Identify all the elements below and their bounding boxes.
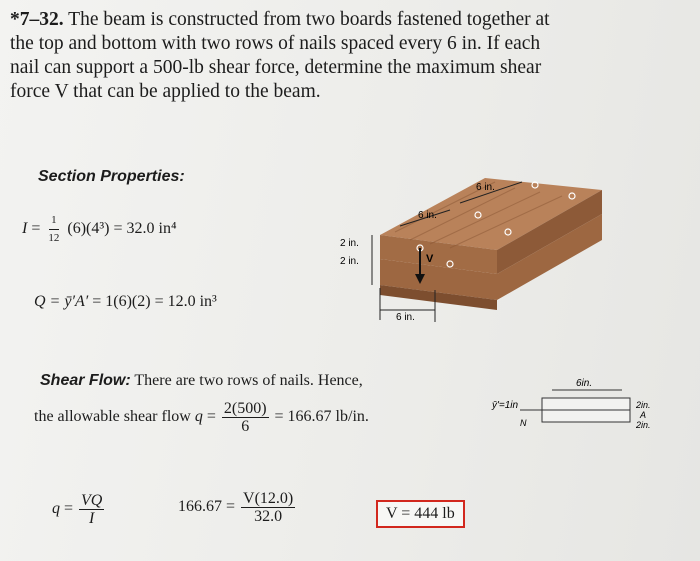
shear-flow-text: There are two rows of nails. Hence,	[134, 372, 363, 389]
cross-section-sketch	[490, 378, 695, 448]
shear-flow-heading: Shear Flow:	[40, 372, 131, 389]
dim-label-2in-a: 2 in.	[340, 238, 359, 249]
dim-label-6in-top: 6 in.	[476, 182, 495, 193]
beam-figure	[300, 160, 620, 330]
Q-expression: Q = ȳ′A′	[34, 293, 89, 310]
q-fraction: $\frac{2(500)}{6}$	[223, 400, 267, 435]
first-moment-equation: Q = ȳ′A′ = 1(6)(2) = 12.0 in³	[34, 293, 217, 310]
I-expression: (6)(4³)	[67, 220, 110, 238]
I-result: 32.0 in⁴	[126, 220, 177, 238]
I-symbol: I	[22, 220, 28, 238]
problem-statement	[10, 8, 570, 104]
svg-text:2in.: 2in.	[636, 420, 651, 430]
section-properties-heading: Section Properties:	[38, 168, 185, 185]
vq-over-i: $\frac{VQ}{I}$	[81, 492, 103, 527]
svg-text:2in.: 2in.	[636, 400, 651, 410]
problem-number: *7–32.	[10, 9, 64, 30]
dim-label-6in-bottom: 6 in.	[396, 312, 415, 323]
dim-label-2in-b: 2 in.	[340, 256, 359, 267]
answer-text: V = 444 lb	[386, 505, 455, 522]
svg-text:A: A	[640, 410, 647, 420]
shear-label: V	[426, 253, 434, 265]
allowable-shear-flow: the allowable shear flow q = $\frac{2(500)}{6}$ = 166.67 lb/in.	[34, 400, 369, 435]
v-fraction: $\frac{V(12.0)}{32.0}$	[243, 490, 294, 525]
bottom-board-section	[542, 410, 630, 422]
shear-flow-formula: q = $\frac{VQ}{I}$	[52, 492, 103, 527]
svg-text:6in.: 6in.	[576, 378, 593, 389]
allowable-text: the allowable shear flow	[34, 408, 191, 426]
top-board-section	[542, 398, 630, 410]
dim-label-6in-mid: 6 in.	[418, 210, 437, 221]
moment-of-inertia-equation: I = $\frac{1}{12}$ (6)(4³) = 32.0 in⁴	[22, 212, 177, 247]
svg-text:ȳ'=1in: ȳ'=1in	[492, 400, 519, 411]
solve-equation: 166.67 = $\frac{V(12.0)}{32.0}$	[178, 490, 294, 525]
Q-result: 1(6)(2) = 12.0 in³	[105, 293, 217, 310]
svg-text:N: N	[520, 418, 527, 428]
shear-flow-line	[40, 372, 363, 390]
q-result: 166.67 lb/in.	[287, 408, 369, 426]
problem-text: The beam is constructed from two boards fastened together at the top and bottom with two rows of nails spaced every 6 in. If each nail can support a 500-lb shear force, determine the maximum shear force V that can be applied to the beam.	[10, 9, 550, 102]
fraction-one-twelfth: $\frac{1}{12}$	[48, 214, 60, 244]
answer-box	[376, 500, 465, 528]
